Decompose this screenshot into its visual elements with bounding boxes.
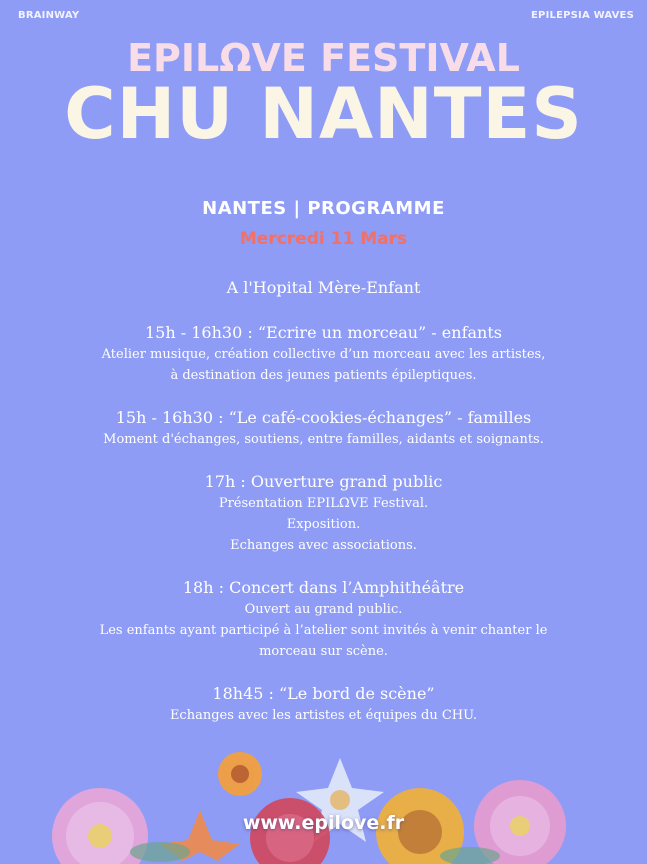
event-item: [0, 683, 647, 726]
city-title: CHU NANTES: [64, 73, 583, 155]
event-description-line: Ouvert au grand public.: [244, 602, 403, 617]
website-link[interactable]: www.epilove.fr: [242, 812, 405, 834]
event-description-line: Atelier musique, création collective d’un morceau avec les artistes,: [101, 347, 546, 362]
festival-title: EPILΩVE FESTIVAL: [127, 36, 520, 80]
event-description-line: Echanges avec associations.: [230, 538, 417, 553]
event-item: [0, 577, 647, 662]
event-description-line: Moment d'échanges, soutiens, entre familles, aidants et soignants.: [103, 432, 544, 447]
event-description-line: Exposition.: [286, 517, 361, 532]
flower-illustration: [0, 740, 647, 864]
event-title: 15h - 16h30 : “Le café-cookies-échanges” - familles: [115, 408, 532, 427]
event-description: [0, 599, 647, 662]
event-description-line: Echanges avec les artistes et équipes du CHU.: [169, 708, 478, 723]
orange-daisy-icon: [218, 752, 262, 796]
event-description-line: morceau sur scène.: [259, 644, 388, 659]
event-description: [0, 429, 647, 450]
event-title: 17h : Ouverture grand public: [204, 472, 443, 491]
event-item: [0, 322, 647, 386]
event-description-line: Présentation EPILΩVE Festival.: [218, 496, 429, 511]
event-title: 18h45 : “Le bord de scène”: [212, 684, 435, 703]
brand-right-label: EPILEPSIA WAVES: [531, 10, 634, 21]
venue-label: A l'Hopital Mère-Enfant: [226, 278, 421, 297]
event-item: [0, 407, 647, 450]
programme-heading: NANTES | PROGRAMME: [202, 198, 445, 219]
event-title: 15h - 16h30 : “Ecrire un morceau” - enfants: [145, 323, 502, 342]
event-description: [0, 493, 647, 556]
event-description: [0, 705, 647, 726]
event-item: [0, 471, 647, 556]
brand-left-label: BRAINWAY: [18, 10, 80, 21]
event-description-line: Les enfants ayant participé à l’atelier sont invités à venir chanter le: [99, 623, 548, 638]
event-description-line: à destination des jeunes patients épileptiques.: [170, 368, 477, 383]
event-description: [0, 344, 647, 386]
event-title: 18h : Concert dans l’Amphithéâtre: [182, 578, 465, 597]
event-date: Mercredi 11 Mars: [239, 229, 408, 249]
programme-list: [0, 278, 647, 747]
